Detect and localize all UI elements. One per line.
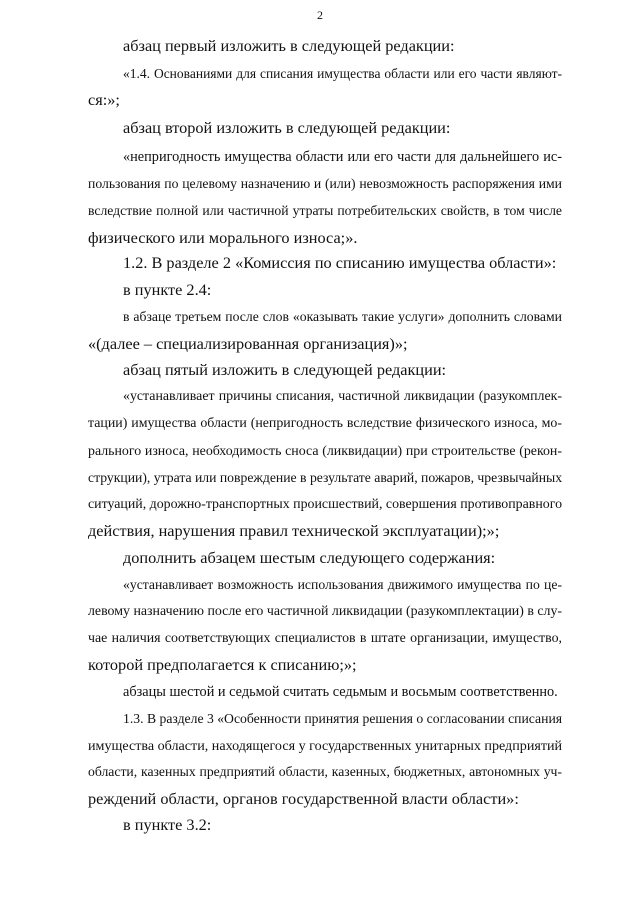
- text-line: струкции), утрата или повреждение в результате аварий, пожаров, чрезвычайных: [88, 470, 563, 485]
- text-line: 1.3. В разделе 3 «Особенности принятия решения о согласовании списания: [123, 711, 563, 726]
- text-line: в пункте 3.2:: [123, 815, 212, 834]
- text-line: области, казенных предприятий области, казенных, бюджетных, автономных уч-: [88, 764, 562, 779]
- text-line: имущества области, находящегося у государственных унитарных предприятий: [88, 738, 563, 754]
- text-line: чае наличия соответствующих специалистов в штате организации, имущество,: [88, 631, 562, 646]
- text-line: абзац пятый изложить в следующей редакции:: [123, 360, 447, 379]
- text-line: «(далее – специализированная организация)»;: [88, 334, 408, 353]
- text-line: левому назначению после его частичной ликвидации (разукомплектации) в слу-: [88, 604, 563, 619]
- text-line: ся:»;: [88, 90, 120, 109]
- text-line: пользования по целевому назначению и (или) невозможность распоряжения ими: [88, 176, 562, 191]
- text-line: ситуаций, дорожно-транспортных происшествий, совершения противоправного: [88, 497, 563, 512]
- text-line: которой предполагается к списанию;»;: [88, 655, 357, 674]
- text-line: абзац второй изложить в следующей редакции:: [123, 118, 451, 137]
- text-line: физического или морального износа;».: [88, 228, 358, 247]
- text-line: «устанавливает возможность использования движимого имущества по це-: [123, 577, 562, 592]
- text-line: действия, нарушения правил технической эксплуатации);»;: [88, 521, 500, 540]
- text-line: 1.2. В разделе 2 «Комиссия по списанию имущества области»:: [123, 253, 557, 272]
- text-line: тации) имущества области (непригодность вследствие физического износа, мо-: [88, 416, 562, 431]
- page-number: 2: [317, 8, 323, 22]
- text-line: абзацы шестой и седьмой считать седьмым и восьмым соответственно.: [123, 684, 558, 700]
- text-line: в пункте 2.4:: [123, 280, 212, 299]
- text-line: реждений области, органов государственной власти области»:: [88, 789, 519, 808]
- text-line: рального износа, необходимость сноса (ликвидации) при строительстве (рекон-: [88, 444, 562, 459]
- text-line: «непригодность имущества области или его части для дальнейшего ис-: [123, 149, 562, 165]
- text-line: «1.4. Основаниями для списания имущества области или его части являют-: [123, 66, 562, 81]
- text-line: вследствие полной или частичной утраты потребительских свойств, в том числе: [88, 203, 562, 218]
- text-line: «устанавливает причины списания, частичной ликвидации (разукомплек-: [123, 389, 562, 404]
- text-line: в абзаце третьем после слов «оказывать такие услуги» дополнить словами: [123, 309, 562, 324]
- text-line: дополнить абзацем шестым следующего содержания:: [123, 548, 496, 567]
- text-line: абзац первый изложить в следующей редакции:: [123, 36, 455, 55]
